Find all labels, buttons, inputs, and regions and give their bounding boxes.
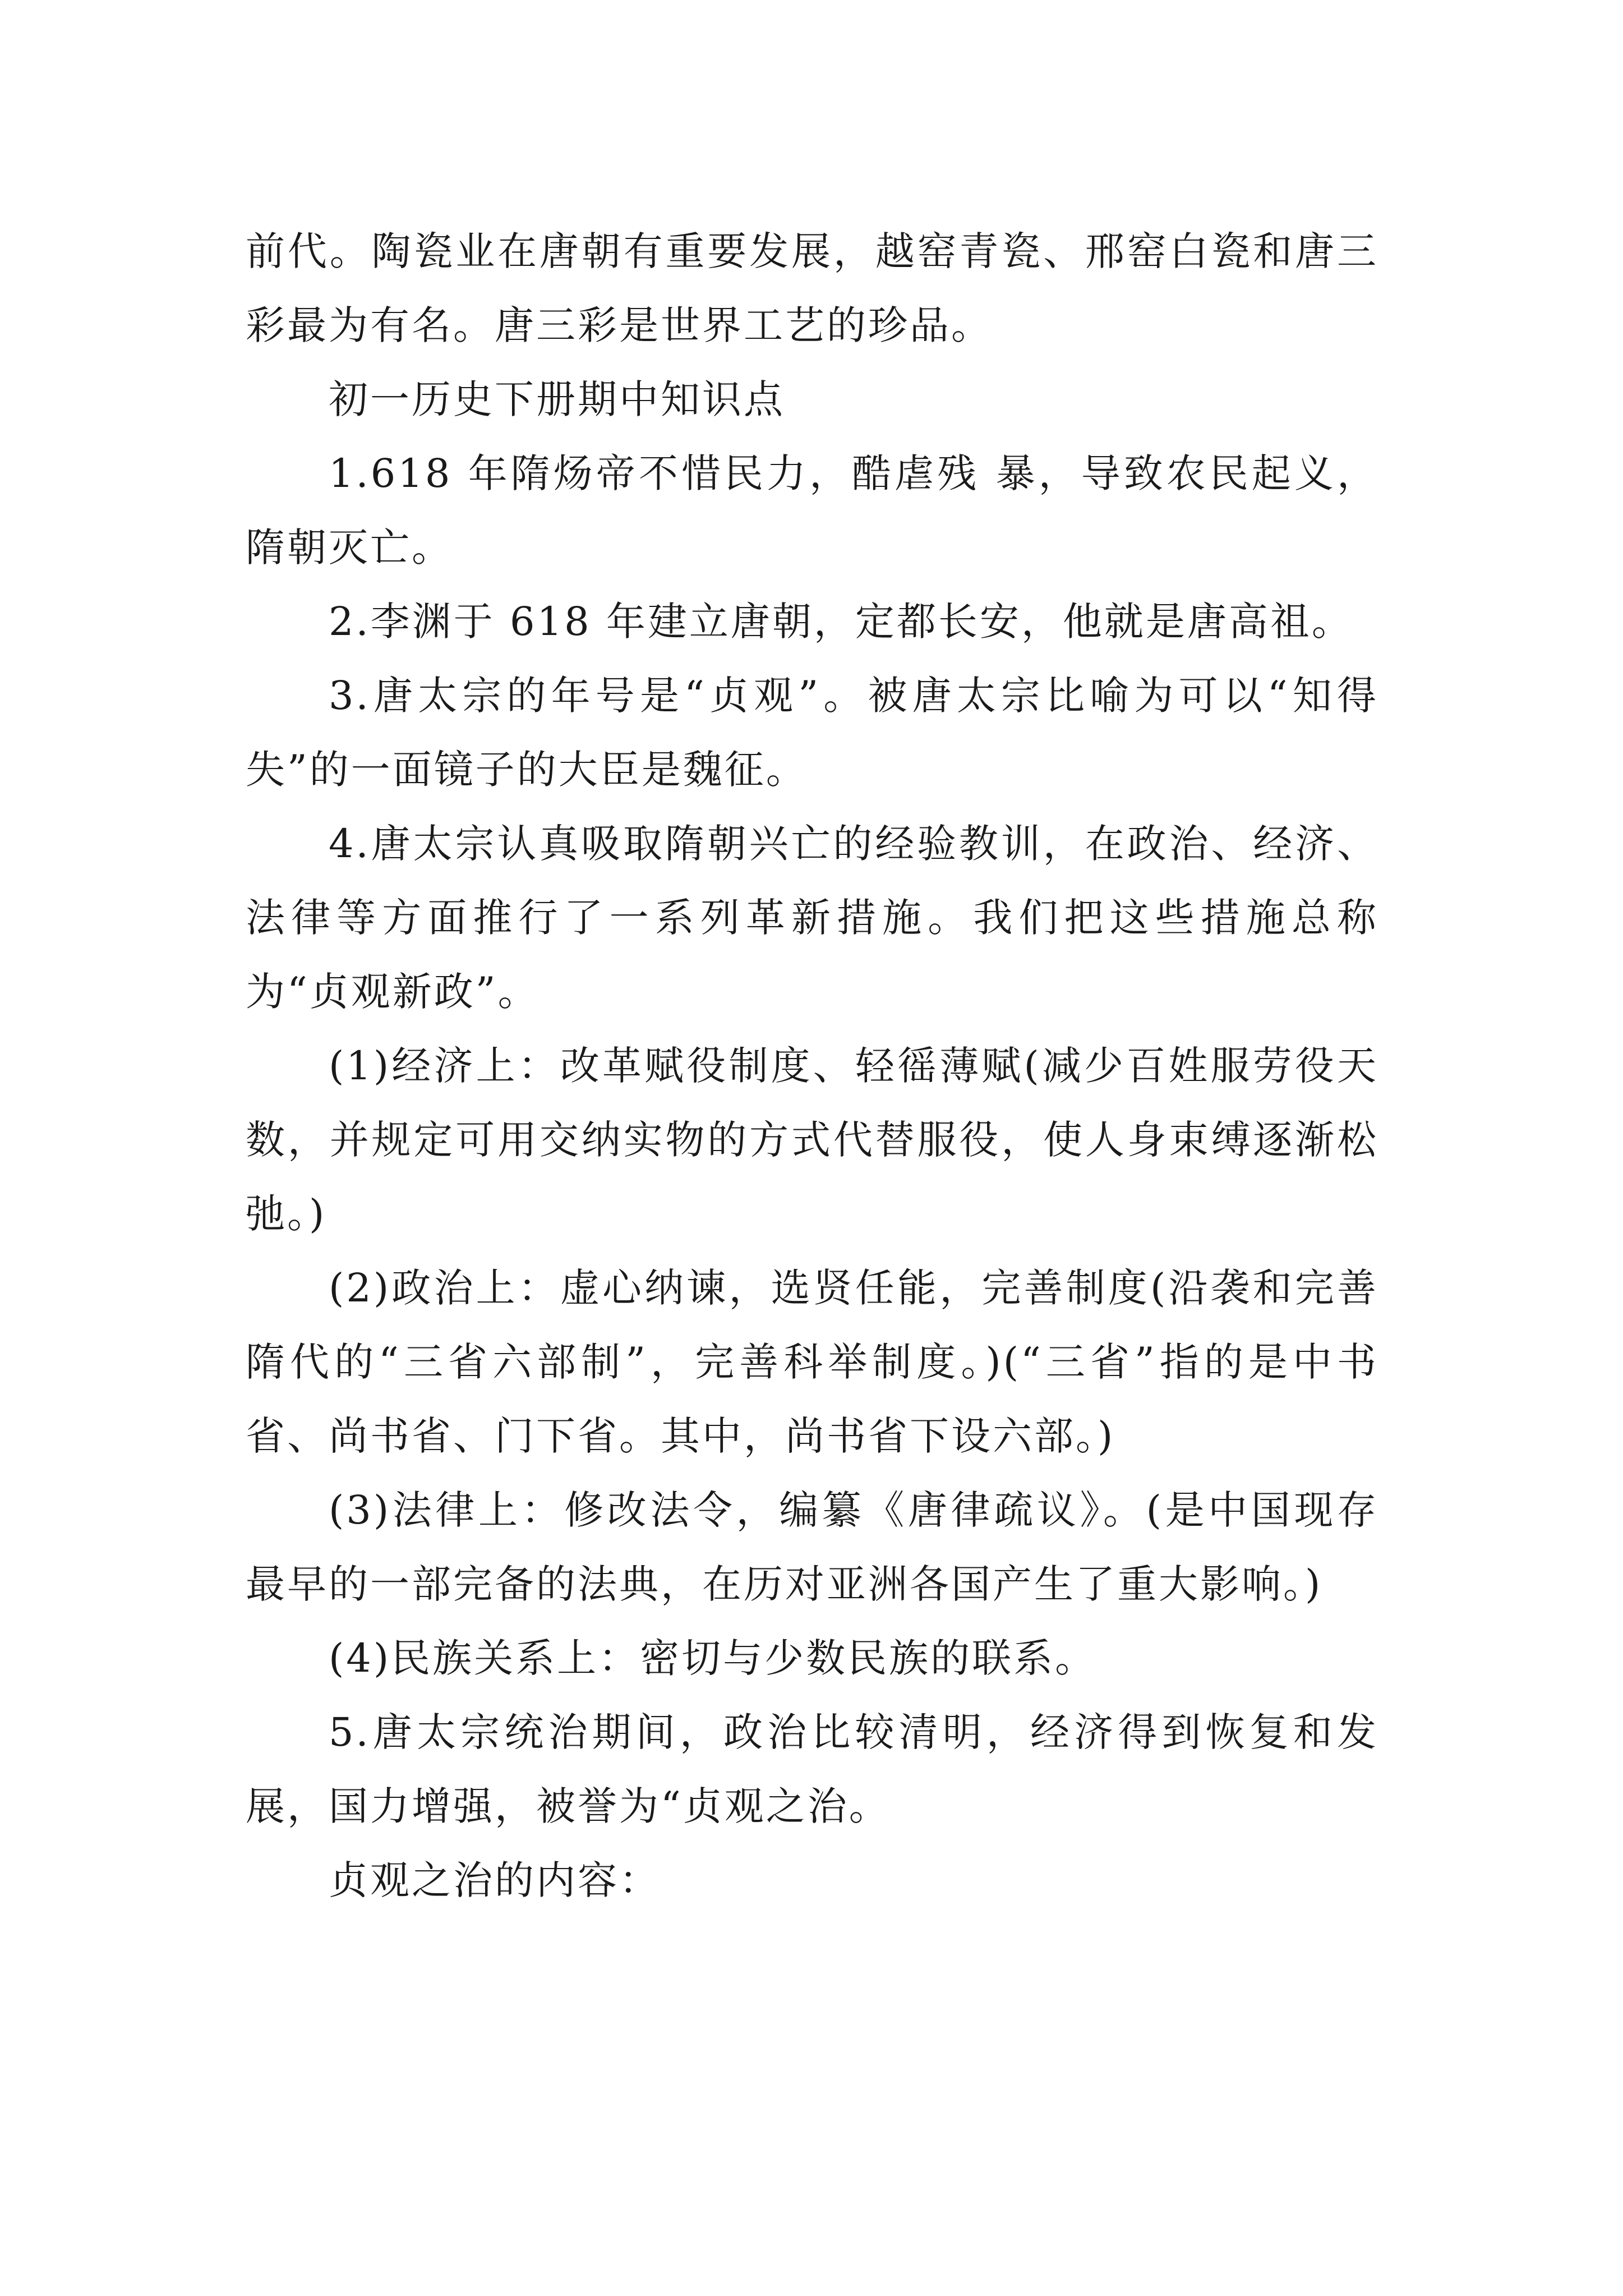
point-4-law: (3)法律上：修改法令，编纂《唐律疏议》。(是中国现存最早的一部完备的法典，在历对亚洲各国产生了重大影响。) — [246, 1487, 1378, 1607]
point-4-ethnic-relations: (4)民族关系上：密切与少数民族的联系。 — [329, 1635, 1097, 1681]
point-5: 5.唐太宗统治期间，政治比较清明，经济得到恢复和发展，国力增强，被誉为“贞观之治。 — [246, 1709, 1378, 1829]
point-2: 2.李渊于 618 年建立唐朝，定都长安，他就是唐高祖。 — [329, 599, 1353, 645]
point-4: 4.唐太宗认真吸取隋朝兴亡的经验教训，在政治、经济、法律等方面推行了一系列革新措施。我们把这些措施总称为“贞观新政”。 — [246, 821, 1378, 1015]
point-3: 3.唐太宗的年号是“贞观”。被唐太宗比喻为可以“知得失”的一面镜子的大臣是魏征。 — [246, 673, 1378, 793]
point-4-politics: (2)政治上：虚心纳谏，选贤任能，完善制度(沿袭和完善隋代的“三省六部制”，完善科举制度。)(“三省”指的是中书省、尚书省、门下省。其中，尚书省下设六部。) — [246, 1265, 1378, 1459]
document-body — [246, 214, 1378, 1917]
point-1: 1.618 年隋炀帝不惜民力，酷虐残 暴，导致农民起义，隋朝灭亡。 — [246, 450, 1378, 570]
zhenguan-content-heading: 贞观之治的内容： — [329, 1857, 661, 1903]
section-heading: 初一历史下册期中知识点 — [329, 376, 785, 422]
paragraph-ceramics: 前代。陶瓷业在唐朝有重要发展，越窑青瓷、邢窑白瓷和唐三彩最为有名。唐三彩是世界工艺的珍品。 — [246, 228, 1378, 348]
point-4-economy: (1)经济上：改革赋役制度、轻徭薄赋(减少百姓服劳役天数，并规定可用交纳实物的方式代替服役，使人身束缚逐渐松弛。) — [246, 1043, 1378, 1237]
